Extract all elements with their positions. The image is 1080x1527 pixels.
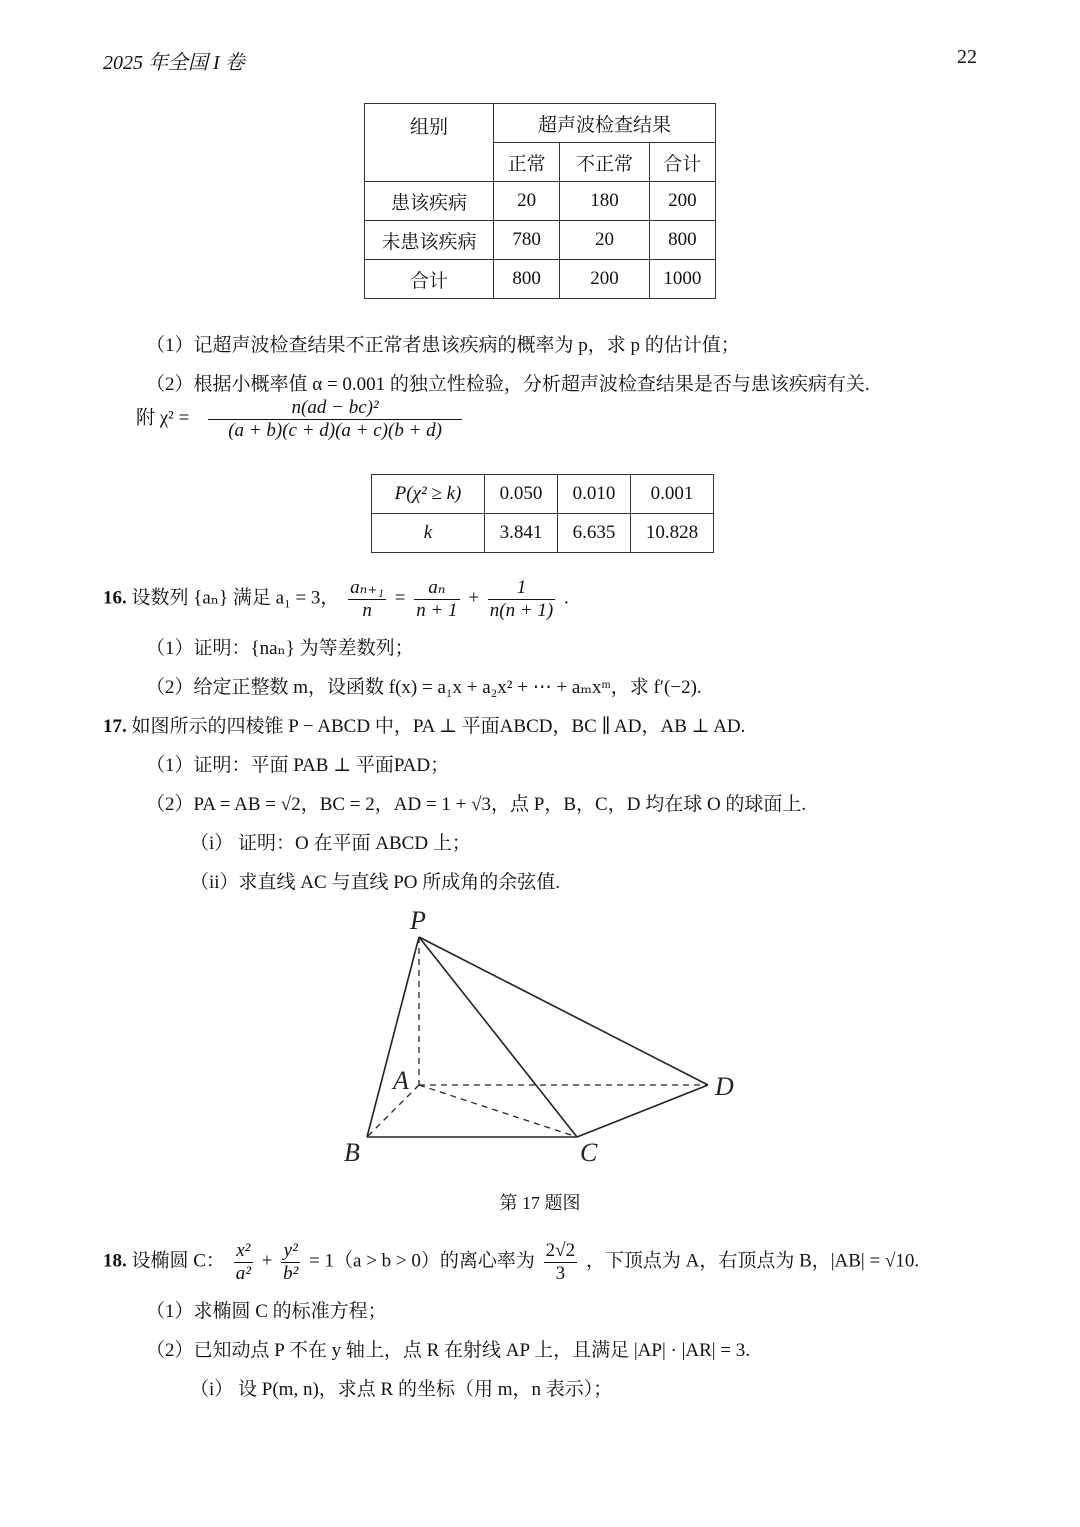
table-row — [365, 182, 716, 221]
table-cell: 10.828 — [631, 514, 714, 553]
q17-stem-text: 如图所示的四棱锥 P − ABCD 中，PA ⊥ 平面ABCD，BC ∥ AD，AB ⊥ AD. — [131, 716, 746, 737]
q17-part1: （1）证明：平面 PAB ⊥ 平面PAD； — [146, 755, 450, 776]
row-label: k — [372, 514, 485, 553]
critical-value-table — [371, 474, 714, 553]
denominator: a² — [235, 1262, 251, 1284]
label-b: B — [344, 1138, 360, 1167]
q15-part2: （2）根据小概率值 α = 0.001 的独立性检验，分析超声波检查结果是否与患该疾病有关. — [146, 374, 870, 395]
table-header-result: 超声波检查结果 — [494, 104, 716, 143]
q16-part2: （2）给定正整数 m，设函数 f(x) = a₁x + a₂x² + ⋯ + aₘxᵐ，求 f′(−2). — [146, 677, 702, 698]
q17-stem — [103, 711, 745, 738]
fraction — [281, 1240, 300, 1285]
period: . — [564, 587, 569, 609]
q18-stem-text: = 1（a > b > 0）的离心率为 — [309, 1250, 535, 1272]
q18-part1: （1）求椭圆 C 的标准方程； — [146, 1301, 387, 1322]
exam-title: 2025 年全国 I 卷 — [103, 52, 245, 74]
question-number: 18. — [103, 1250, 127, 1272]
edge-cd — [577, 1085, 708, 1137]
table-cell: 0.050 — [485, 475, 558, 514]
question-number: 16. — [103, 587, 127, 609]
numerator: x² — [234, 1240, 253, 1263]
page-header — [103, 46, 977, 76]
table-subheader: 不正常 — [560, 143, 649, 182]
table-subheader: 合计 — [649, 143, 715, 182]
formula-numerator: n(ad − bc)² — [208, 397, 462, 420]
q17-sub-ii: （ii）求直线 AC 与直线 PO 所成角的余弦值. — [190, 872, 560, 893]
table-cell: 20 — [494, 182, 560, 221]
edge-pc — [419, 937, 577, 1137]
table-cell: 780 — [494, 221, 560, 260]
label-a: A — [393, 1066, 409, 1095]
q16-stem-text: 设数列 {aₙ} 满足 a₁ = 3， — [131, 587, 340, 609]
table-cell: 1000 — [649, 260, 715, 299]
label-d: D — [715, 1072, 734, 1101]
fraction — [414, 577, 459, 622]
denominator: n + 1 — [416, 599, 458, 621]
q16-stem — [103, 577, 569, 622]
q15-part1: （1）记超声波检查结果不正常者患该疾病的概率为 p，求 p 的估计值； — [146, 335, 740, 356]
plus-sign: + — [468, 587, 480, 609]
table-cell: 20 — [560, 221, 649, 260]
fraction — [544, 1240, 577, 1285]
table-cell: 3.841 — [485, 514, 558, 553]
table-cell: 180 — [560, 182, 649, 221]
row-label: 未患该疾病 — [365, 221, 494, 260]
edge-ac-hidden — [419, 1085, 577, 1137]
q18-stem-text: ，下顶点为 A，右顶点为 B，|AB| = √10. — [585, 1250, 920, 1272]
table-row — [365, 260, 716, 299]
table-cell: 200 — [649, 182, 715, 221]
q17-sub-i: （i） 证明：O 在平面 ABCD 上； — [190, 833, 471, 854]
formula-denominator: (a + b)(c + d)(a + c)(b + d) — [228, 419, 442, 441]
plus-sign: + — [261, 1250, 273, 1272]
fraction — [348, 577, 386, 622]
row-label: P(χ² ≥ k) — [372, 475, 485, 514]
table-cell: 0.001 — [631, 475, 714, 514]
pyramid-figure — [330, 905, 750, 1175]
row-label: 患该疾病 — [365, 182, 494, 221]
denominator: 3 — [555, 1262, 566, 1284]
denominator: b² — [283, 1262, 299, 1284]
table-cell: 0.010 — [558, 475, 631, 514]
label-c: C — [580, 1138, 598, 1167]
denominator: n(n + 1) — [489, 599, 554, 621]
q18-part2: （2）已知动点 P 不在 y 轴上，点 R 在射线 AP 上，且满足 |AP| · |AR| = 3. — [146, 1340, 751, 1361]
q18-sub-i: （i） 设 P(m, n)，求点 R 的坐标（用 m，n 表示）； — [190, 1379, 613, 1400]
denominator: n — [362, 599, 372, 621]
figure-caption: 第 17 题图 — [499, 1193, 581, 1213]
numerator: y² — [281, 1240, 300, 1263]
numerator: aₙ₊₁ — [350, 577, 385, 598]
q17-part2: （2）PA = AB = √2，BC = 2，AD = 1 + √3，点 P，B，C，D 均在球 O 的球面上. — [146, 794, 807, 815]
question-number: 17. — [103, 716, 127, 737]
ultrasound-table — [364, 103, 716, 299]
numerator: aₙ — [414, 577, 459, 600]
table-cell: 6.635 — [558, 514, 631, 553]
chi-square-formula — [136, 397, 466, 442]
edge-pb — [367, 937, 419, 1137]
numerator: 1 — [488, 577, 555, 600]
edge-pd — [419, 937, 708, 1085]
q16-part1: （1）证明：{naₙ} 为等差数列； — [146, 638, 414, 659]
table-row — [365, 221, 716, 260]
numerator: 2√2 — [545, 1240, 576, 1261]
row-label: 合计 — [365, 260, 494, 299]
table-header-group: 组别 — [365, 104, 494, 182]
table-cell: 200 — [560, 260, 649, 299]
formula-fraction — [208, 397, 462, 442]
equals-sign: = — [394, 587, 406, 609]
fraction — [488, 577, 555, 622]
page-number: 22 — [957, 46, 977, 68]
table-cell: 800 — [494, 260, 560, 299]
table-cell: 800 — [649, 221, 715, 260]
q18-stem-text: 设椭圆 C： — [131, 1250, 225, 1272]
fraction — [234, 1240, 253, 1285]
formula-prefix: 附 χ² = — [136, 407, 190, 429]
table-subheader: 正常 — [494, 143, 560, 182]
label-p: P — [410, 906, 426, 935]
q18-stem — [103, 1240, 919, 1285]
